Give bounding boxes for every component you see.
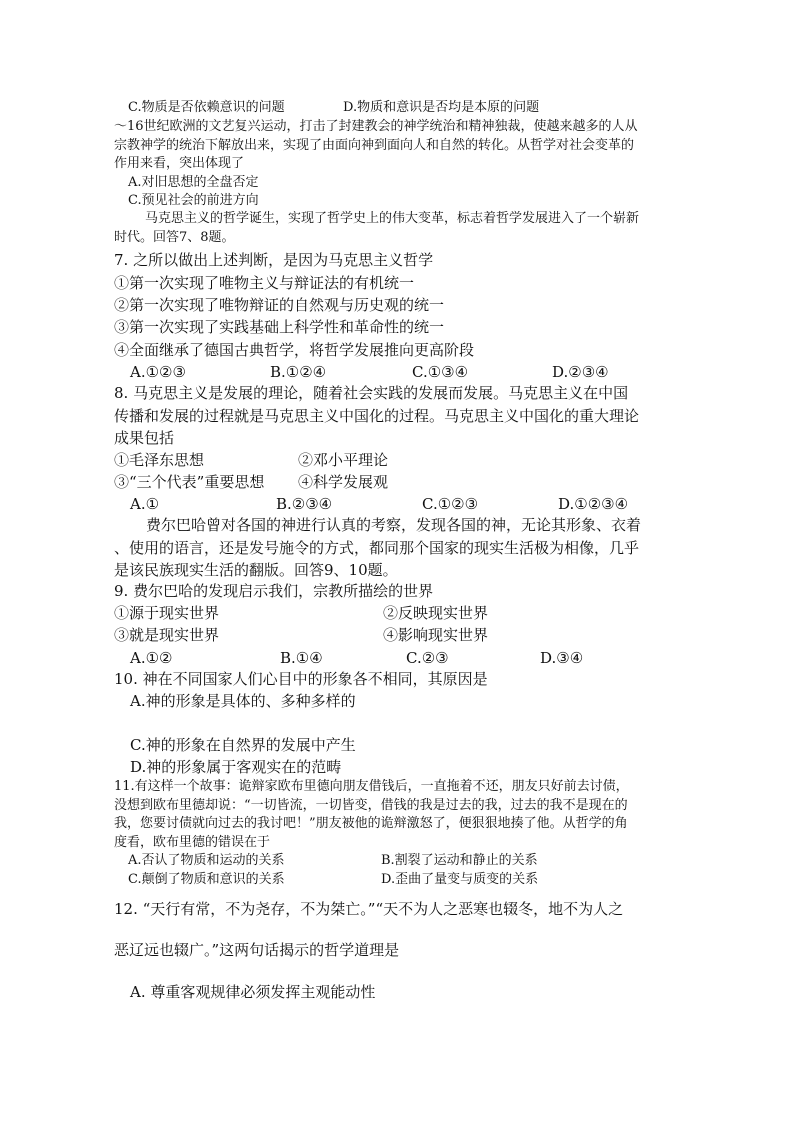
question-8-option-c: C.①②③ — [422, 495, 479, 513]
passage-9-10-line-1: 费尔巴哈曾对各国的神进行认真的考察，发现各国的神，无论其形象、衣着 — [146, 516, 642, 534]
question-8-item-4: ④科学发展观 — [298, 473, 389, 491]
question-7-item-3: ③第一次实现了实践基础上科学性和革命性的统一 — [114, 318, 445, 336]
question-7-item-4: ④全面继承了德国古典哲学，将哲学发展推向更高阶段 — [114, 341, 475, 359]
question-11-option-d: D.歪曲了量变与质变的关系 — [381, 872, 539, 887]
question-11-stem-line-2: 没想到欧布里德却说：“一切皆流，一切皆变，借钱的我是过去的我，过去的我不是现在的 — [114, 798, 628, 813]
option-d-line — [343, 99, 539, 117]
passage-9-10-line-3: 是该民族现实生活的翻版。回答9、10题。 — [114, 561, 398, 579]
question-9-stem: 9. 费尔巴哈的发现启示我们，宗教所描绘的世界 — [114, 582, 434, 600]
question-8-item-2: ②邓小平理论 — [298, 451, 389, 469]
option-d: D.物质和意识是否均是本原的问题 — [343, 100, 540, 115]
passage-7-8-line-2: 时代。回答7、8题。 — [114, 230, 235, 245]
question-7-item-2: ②第一次实现了唯物辩证的自然观与历史观的统一 — [114, 296, 445, 314]
passage-9-10-line-2: 、使用的语言，还是发号施令的方式，都同那个国家的现实生活极为相像，几乎 — [114, 539, 640, 557]
question-10-option-a: A.神的形象是具体的、多种多样的 — [130, 692, 356, 710]
question-11-stem-line-4: 度看，欧布里德的错误在于 — [114, 835, 271, 850]
question-9-item-3: ③就是现实世界 — [114, 626, 220, 644]
question-8-stem-line-2: 传播和发展的过程就是马克思主义中国化的过程。马克思主义中国化的重大理论 — [114, 407, 640, 425]
question-7-option-a: A.①②③ — [130, 363, 186, 381]
question-8-item-3: ③“三个代表”重要思想 — [114, 473, 265, 491]
question-8-stem-line-3: 成果包括 — [114, 429, 175, 447]
option-c: C.物质是否依赖意识的问题 — [128, 100, 285, 115]
option-c-line — [128, 99, 285, 117]
question-11-option-c: C.颠倒了物质和意识的关系 — [128, 872, 285, 887]
question-10-stem: 10. 神在不同国家人们心目中的形象各不相同，其原因是 — [114, 670, 488, 688]
question-10-option-c: C.神的形象在自然界的发展中产生 — [130, 736, 356, 754]
question-8-option-a: A.① — [130, 495, 160, 513]
question-9-option-a: A.①② — [130, 649, 173, 667]
question-11-stem-line-1: 11.有这样一个故事：诡辩家欧布里德向朋友借钱后，一直拖着不还，朋友只好前去讨债， — [114, 779, 629, 794]
question-7-item-1: ①第一次实现了唯物主义与辩证法的有机统一 — [114, 274, 415, 292]
question-8-item-1: ①毛泽东思想 — [114, 451, 205, 469]
question-9-option-c: C.②③ — [406, 649, 449, 667]
question-9-item-2: ②反映现实世界 — [383, 604, 489, 622]
question-6-stem-line-1: ～16世纪欧洲的文艺复兴运动，打击了封建教会的神学统治和精神独裁，使越来越多的人从 — [114, 119, 638, 134]
question-11-option-b: B.割裂了运动和静止的关系 — [381, 853, 538, 868]
question-6-option-c: C.预见社会的前进方向 — [128, 193, 259, 208]
question-8-option-d: D.①②③④ — [558, 495, 629, 513]
question-9-item-1: ①源于现实世界 — [114, 604, 220, 622]
passage-7-8-line-1: 马克思主义的哲学诞生，实现了哲学史上的伟大变革，标志着哲学发展进入了一个崭新 — [145, 211, 640, 226]
question-12-stem-line-1: 12. “天行有常，不为尧存，不为桀亡。”“天不为人之恶寒也辍冬，地不为人之 — [114, 900, 624, 918]
question-11-option-a: A.否认了物质和运动的关系 — [128, 853, 285, 868]
question-7-option-b: B.①②④ — [270, 363, 327, 381]
question-8-option-b: B.②③④ — [276, 495, 333, 513]
question-12-stem-line-2: 恶辽远也辍广。”这两句话揭示的哲学道理是 — [114, 941, 400, 959]
question-7-option-c: C.①③④ — [412, 363, 469, 381]
question-10-option-d: D.神的形象属于客观实在的范畴 — [130, 758, 342, 776]
question-6-option-a: A.对旧思想的全盘否定 — [128, 175, 259, 190]
question-7-stem: 7. 之所以做出上述判断，是因为马克思主义哲学 — [114, 251, 434, 269]
question-9-item-4: ④影响现实世界 — [383, 626, 489, 644]
question-7-option-d: D.②③④ — [552, 363, 609, 381]
question-6-stem-line-3: 作用来看，突出体现了 — [114, 156, 245, 171]
question-12-option-a: A. 尊重客观规律必须发挥主观能动性 — [130, 983, 376, 1001]
question-8-stem-line-1: 8. 马克思主义是发展的理论，随着社会实践的发展而发展。马克思主义在中国 — [114, 384, 629, 402]
question-6-stem-line-2: 宗教神学的统治下解放出来，实现了由面向神到面向人和自然的转化。从哲学对社会变革的 — [114, 138, 635, 153]
question-9-option-b: B.①④ — [280, 649, 323, 667]
question-11-stem-line-3: 我，您要讨债就向过去的我讨吧！”朋友被他的诡辩激怒了，便狠狠地揍了他。从哲学的角 — [114, 816, 628, 831]
question-9-option-d: D.③④ — [540, 649, 584, 667]
